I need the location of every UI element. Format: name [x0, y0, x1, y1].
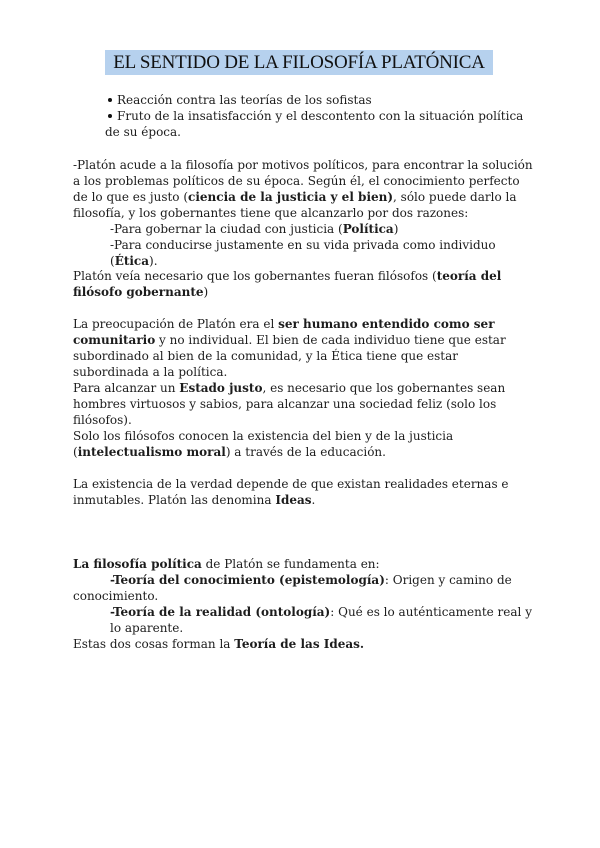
intro-paragraph: -Platón acude a la filosofía por motivos políticos, para encontrar la solución a los problemas políticos de su época. Según él, el conocimiento perfecto de lo que es justo (ciencia de la justicia y el bien), sólo puede darlo la filosofía, y los gobernantes tiene que alcanzarlo por dos razones: -Para gobernar la ciudad con justicia (Política) -Para conducirse justamente en su vida privada como individuo (Ética).: [73, 158, 533, 268]
bullet-icon: [108, 114, 112, 118]
bullet-icon: [108, 98, 112, 102]
page-title: EL SENTIDO DE LA FILOSOFÍA PLATÓNICA: [105, 50, 493, 75]
list-item: -Para conducirse justamente en su vida privada como individuo (Ética).: [110, 238, 496, 268]
fundamentos-intro: La filosofía política de Platón se fundamenta en:: [73, 557, 380, 571]
paragraph-intelectualismo: Solo los filósofos conocen la existencia del bien y de la justicia (intelectualismo moral) a través de la educación.: [73, 429, 454, 459]
paragraph-ideas: La existencia de la verdad depende de que existan realidades eternas e inmutables. Platón las denomina Ideas.: [73, 477, 509, 507]
bullet-list: [105, 92, 525, 140]
list-item: -Teoría de la realidad (ontología): Qué es lo auténticamente real y lo aparente.: [110, 605, 532, 635]
list-item: -Teoría del conocimiento (epistemología): Origen y camino de conocimiento.: [73, 573, 512, 603]
paragraph-comunitario: La preocupación de Platón era el ser humano entendido como ser comunitario y no individual. El bien de cada individuo tiene que estar subordinado al bien de la comunidad, y la Ética tiene que estar subordinada a la política.: [73, 317, 506, 379]
fundamentos-closing: Estas dos cosas forman la Teoría de las Ideas.: [73, 637, 365, 651]
paragraph-gobernante: Platón veía necesario que los gobernantes fueran filósofos (teoría del filósofo gobernante): [73, 269, 502, 299]
list-item: Reacción contra las teorías de los sofistas: [105, 92, 525, 108]
list-item: -Para gobernar la ciudad con justicia (Política): [110, 222, 399, 236]
list-item: Fruto de la insatisfacción y el descontento con la situación política de su época.: [105, 109, 524, 139]
fundamentos-section: [73, 556, 533, 652]
paragraph-estado-justo: Para alcanzar un Estado justo, es necesario que los gobernantes sean hombres virtuosos y sabios, para alcanzar una sociedad feliz (solo los filósofos).: [73, 381, 506, 427]
